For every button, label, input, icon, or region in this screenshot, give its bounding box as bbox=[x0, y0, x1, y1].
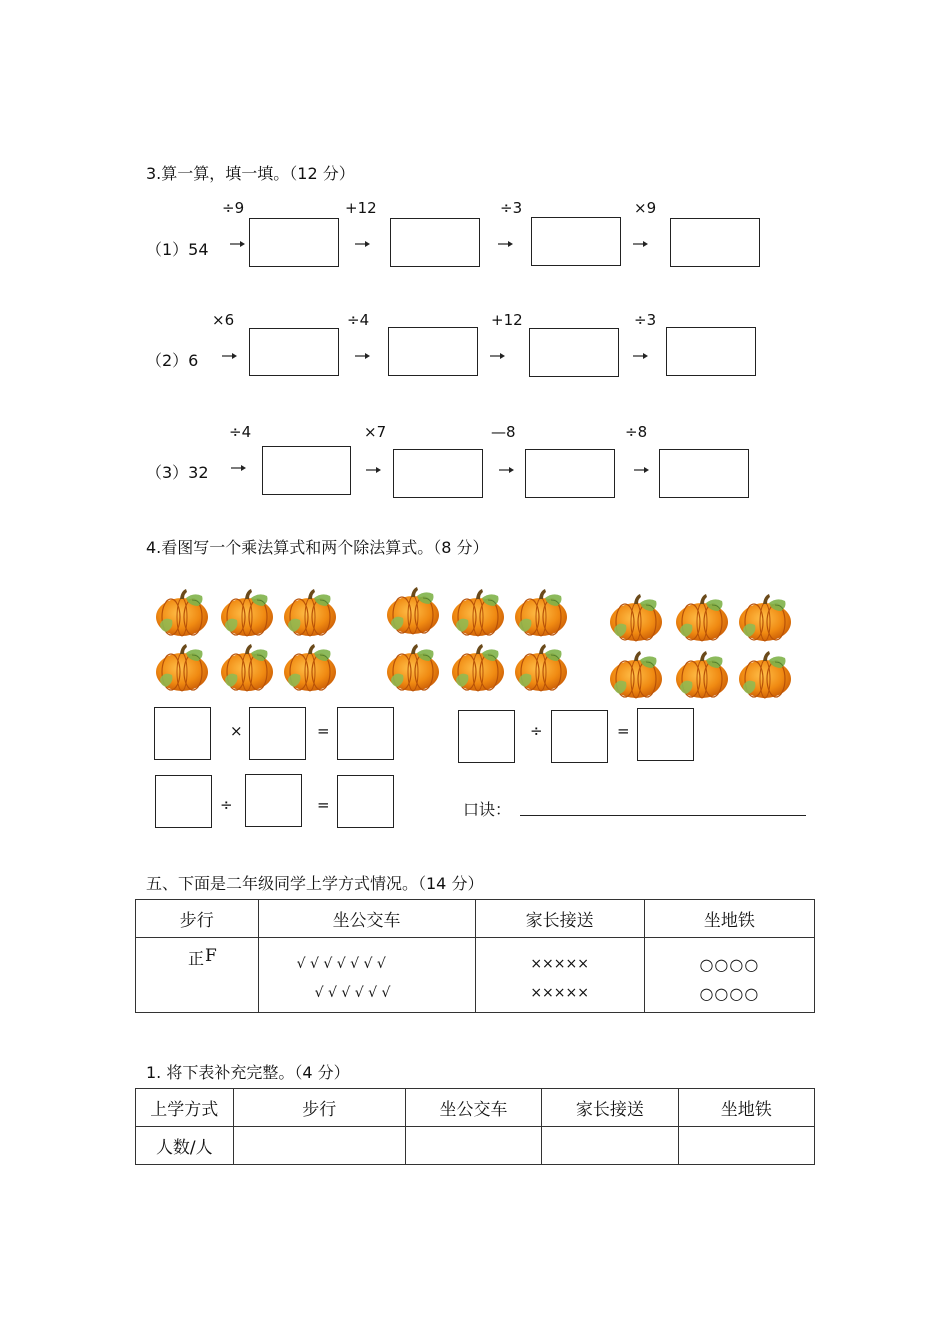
answer-box[interactable] bbox=[337, 775, 394, 828]
tally-cell-walk bbox=[136, 938, 259, 1013]
pumpkin-icon bbox=[674, 648, 730, 700]
pumpkin-icon bbox=[219, 641, 275, 693]
operation-label: ×9 bbox=[634, 199, 657, 217]
arrow-icon bbox=[230, 239, 246, 249]
operation-label: ÷3 bbox=[500, 199, 523, 217]
pumpkin-icon bbox=[513, 586, 569, 638]
pumpkin-icon bbox=[737, 591, 793, 643]
header-cell: 坐地铁 bbox=[644, 900, 814, 938]
header-cell: 家长接送 bbox=[542, 1089, 678, 1127]
arrow-icon bbox=[498, 239, 514, 249]
arrow-icon bbox=[231, 463, 247, 473]
table-row bbox=[136, 938, 815, 1013]
equals-sign: = bbox=[317, 796, 330, 814]
arrow-icon bbox=[355, 351, 371, 361]
arrow-icon bbox=[366, 465, 382, 475]
answer-cell[interactable] bbox=[678, 1127, 814, 1165]
operation-label: ×6 bbox=[212, 311, 235, 329]
arrow-icon bbox=[499, 465, 515, 475]
operation-label: ÷4 bbox=[229, 423, 252, 441]
answer-box[interactable] bbox=[666, 327, 756, 376]
answer-box[interactable] bbox=[337, 707, 394, 760]
tally-line: ○○○○ bbox=[699, 955, 760, 974]
answer-box[interactable] bbox=[249, 328, 339, 376]
answer-box[interactable] bbox=[525, 449, 615, 498]
summary-table bbox=[135, 1088, 815, 1165]
pumpkin-icon bbox=[450, 586, 506, 638]
tally-cell-bus bbox=[258, 938, 475, 1013]
answer-box[interactable] bbox=[155, 775, 212, 828]
answer-box[interactable] bbox=[393, 449, 483, 498]
tally-line: ○○○○ bbox=[699, 984, 760, 1003]
pumpkin-icon bbox=[154, 641, 210, 693]
header-cell: 步行 bbox=[136, 900, 259, 938]
row-label: （1）54 bbox=[146, 240, 209, 259]
arrow-icon bbox=[633, 351, 649, 361]
question1-title: 1. 将下表补充完整。（4 分） bbox=[146, 1063, 350, 1082]
arrow-icon bbox=[222, 351, 238, 361]
pumpkin-icon bbox=[282, 586, 338, 638]
answer-box[interactable] bbox=[637, 708, 694, 761]
answer-box[interactable] bbox=[551, 710, 608, 763]
equals-sign: = bbox=[317, 722, 330, 740]
answer-cell[interactable] bbox=[233, 1127, 405, 1165]
pumpkin-icon bbox=[608, 648, 664, 700]
operation-label: —8 bbox=[491, 423, 516, 441]
answer-box[interactable] bbox=[458, 710, 515, 763]
pumpkin-icon bbox=[154, 586, 210, 638]
answer-box[interactable] bbox=[388, 327, 478, 376]
table-header-row bbox=[136, 900, 815, 938]
arrow-icon bbox=[355, 239, 371, 249]
answer-box[interactable] bbox=[390, 218, 480, 267]
tally-line: √ √ √ √ √ √ √ bbox=[296, 956, 386, 972]
operation-label: ÷3 bbox=[634, 311, 657, 329]
header-cell: 步行 bbox=[233, 1089, 405, 1127]
row-label-cell: 人数/人 bbox=[136, 1127, 234, 1165]
answer-box[interactable] bbox=[529, 328, 619, 377]
answer-box[interactable] bbox=[659, 449, 749, 498]
operation-label: +12 bbox=[345, 199, 377, 217]
pumpkin-icon bbox=[219, 586, 275, 638]
answer-box[interactable] bbox=[249, 707, 306, 760]
pumpkin-icon bbox=[513, 641, 569, 693]
pumpkin-icon bbox=[450, 641, 506, 693]
header-cell: 坐公交车 bbox=[258, 900, 475, 938]
operation-label: ÷4 bbox=[347, 311, 370, 329]
divide-sign: ÷ bbox=[220, 796, 233, 814]
arrow-icon bbox=[490, 351, 506, 361]
pumpkin-icon bbox=[674, 591, 730, 643]
tally-mark: F bbox=[205, 946, 217, 966]
table-row bbox=[136, 1127, 815, 1165]
pumpkin-icon bbox=[737, 648, 793, 700]
section3-title: 3.算一算，填一填。（12 分） bbox=[146, 164, 355, 183]
operation-label: ÷9 bbox=[222, 199, 245, 217]
answer-box[interactable] bbox=[154, 707, 211, 760]
arrow-icon bbox=[633, 239, 649, 249]
header-cell: 坐公交车 bbox=[405, 1089, 541, 1127]
tally-line: ××××× bbox=[530, 985, 589, 1001]
table-header-row bbox=[136, 1089, 815, 1127]
answer-box[interactable] bbox=[670, 218, 760, 267]
header-cell: 上学方式 bbox=[136, 1089, 234, 1127]
header-cell: 坐地铁 bbox=[678, 1089, 814, 1127]
pumpkin-icon bbox=[385, 641, 441, 693]
divide-sign: ÷ bbox=[530, 722, 543, 740]
tally-cell-parent bbox=[475, 938, 644, 1013]
answer-box[interactable] bbox=[249, 218, 339, 267]
header-cell: 家长接送 bbox=[475, 900, 644, 938]
tally-mark: 正 bbox=[188, 949, 205, 968]
tally-cell-subway bbox=[644, 938, 814, 1013]
answer-cell[interactable] bbox=[542, 1127, 678, 1165]
tally-line: ××××× bbox=[530, 956, 589, 972]
tally-table bbox=[135, 899, 815, 1013]
operation-label: ÷8 bbox=[625, 423, 648, 441]
pumpkin-icon bbox=[385, 584, 441, 636]
answer-box[interactable] bbox=[262, 446, 351, 495]
row-label: （3）32 bbox=[146, 463, 209, 482]
operation-label: ×7 bbox=[364, 423, 387, 441]
row-label: （2）6 bbox=[146, 351, 199, 370]
times-sign: × bbox=[230, 722, 243, 740]
koujue-answer-line[interactable] bbox=[520, 815, 806, 816]
answer-cell[interactable] bbox=[405, 1127, 541, 1165]
koujue-label: 口诀： bbox=[463, 800, 512, 819]
equals-sign: = bbox=[617, 722, 630, 740]
arrow-icon bbox=[634, 465, 650, 475]
section4-title: 4.看图写一个乘法算式和两个除法算式。（8 分） bbox=[146, 538, 489, 557]
tally-line: √ √ √ √ √ √ bbox=[314, 985, 391, 1001]
section5-title: 五、下面是二年级同学上学方式情况。（14 分） bbox=[146, 874, 484, 893]
pumpkin-icon bbox=[282, 641, 338, 693]
answer-box[interactable] bbox=[531, 217, 621, 266]
pumpkin-icon bbox=[608, 591, 664, 643]
operation-label: +12 bbox=[491, 311, 523, 329]
answer-box[interactable] bbox=[245, 774, 302, 827]
